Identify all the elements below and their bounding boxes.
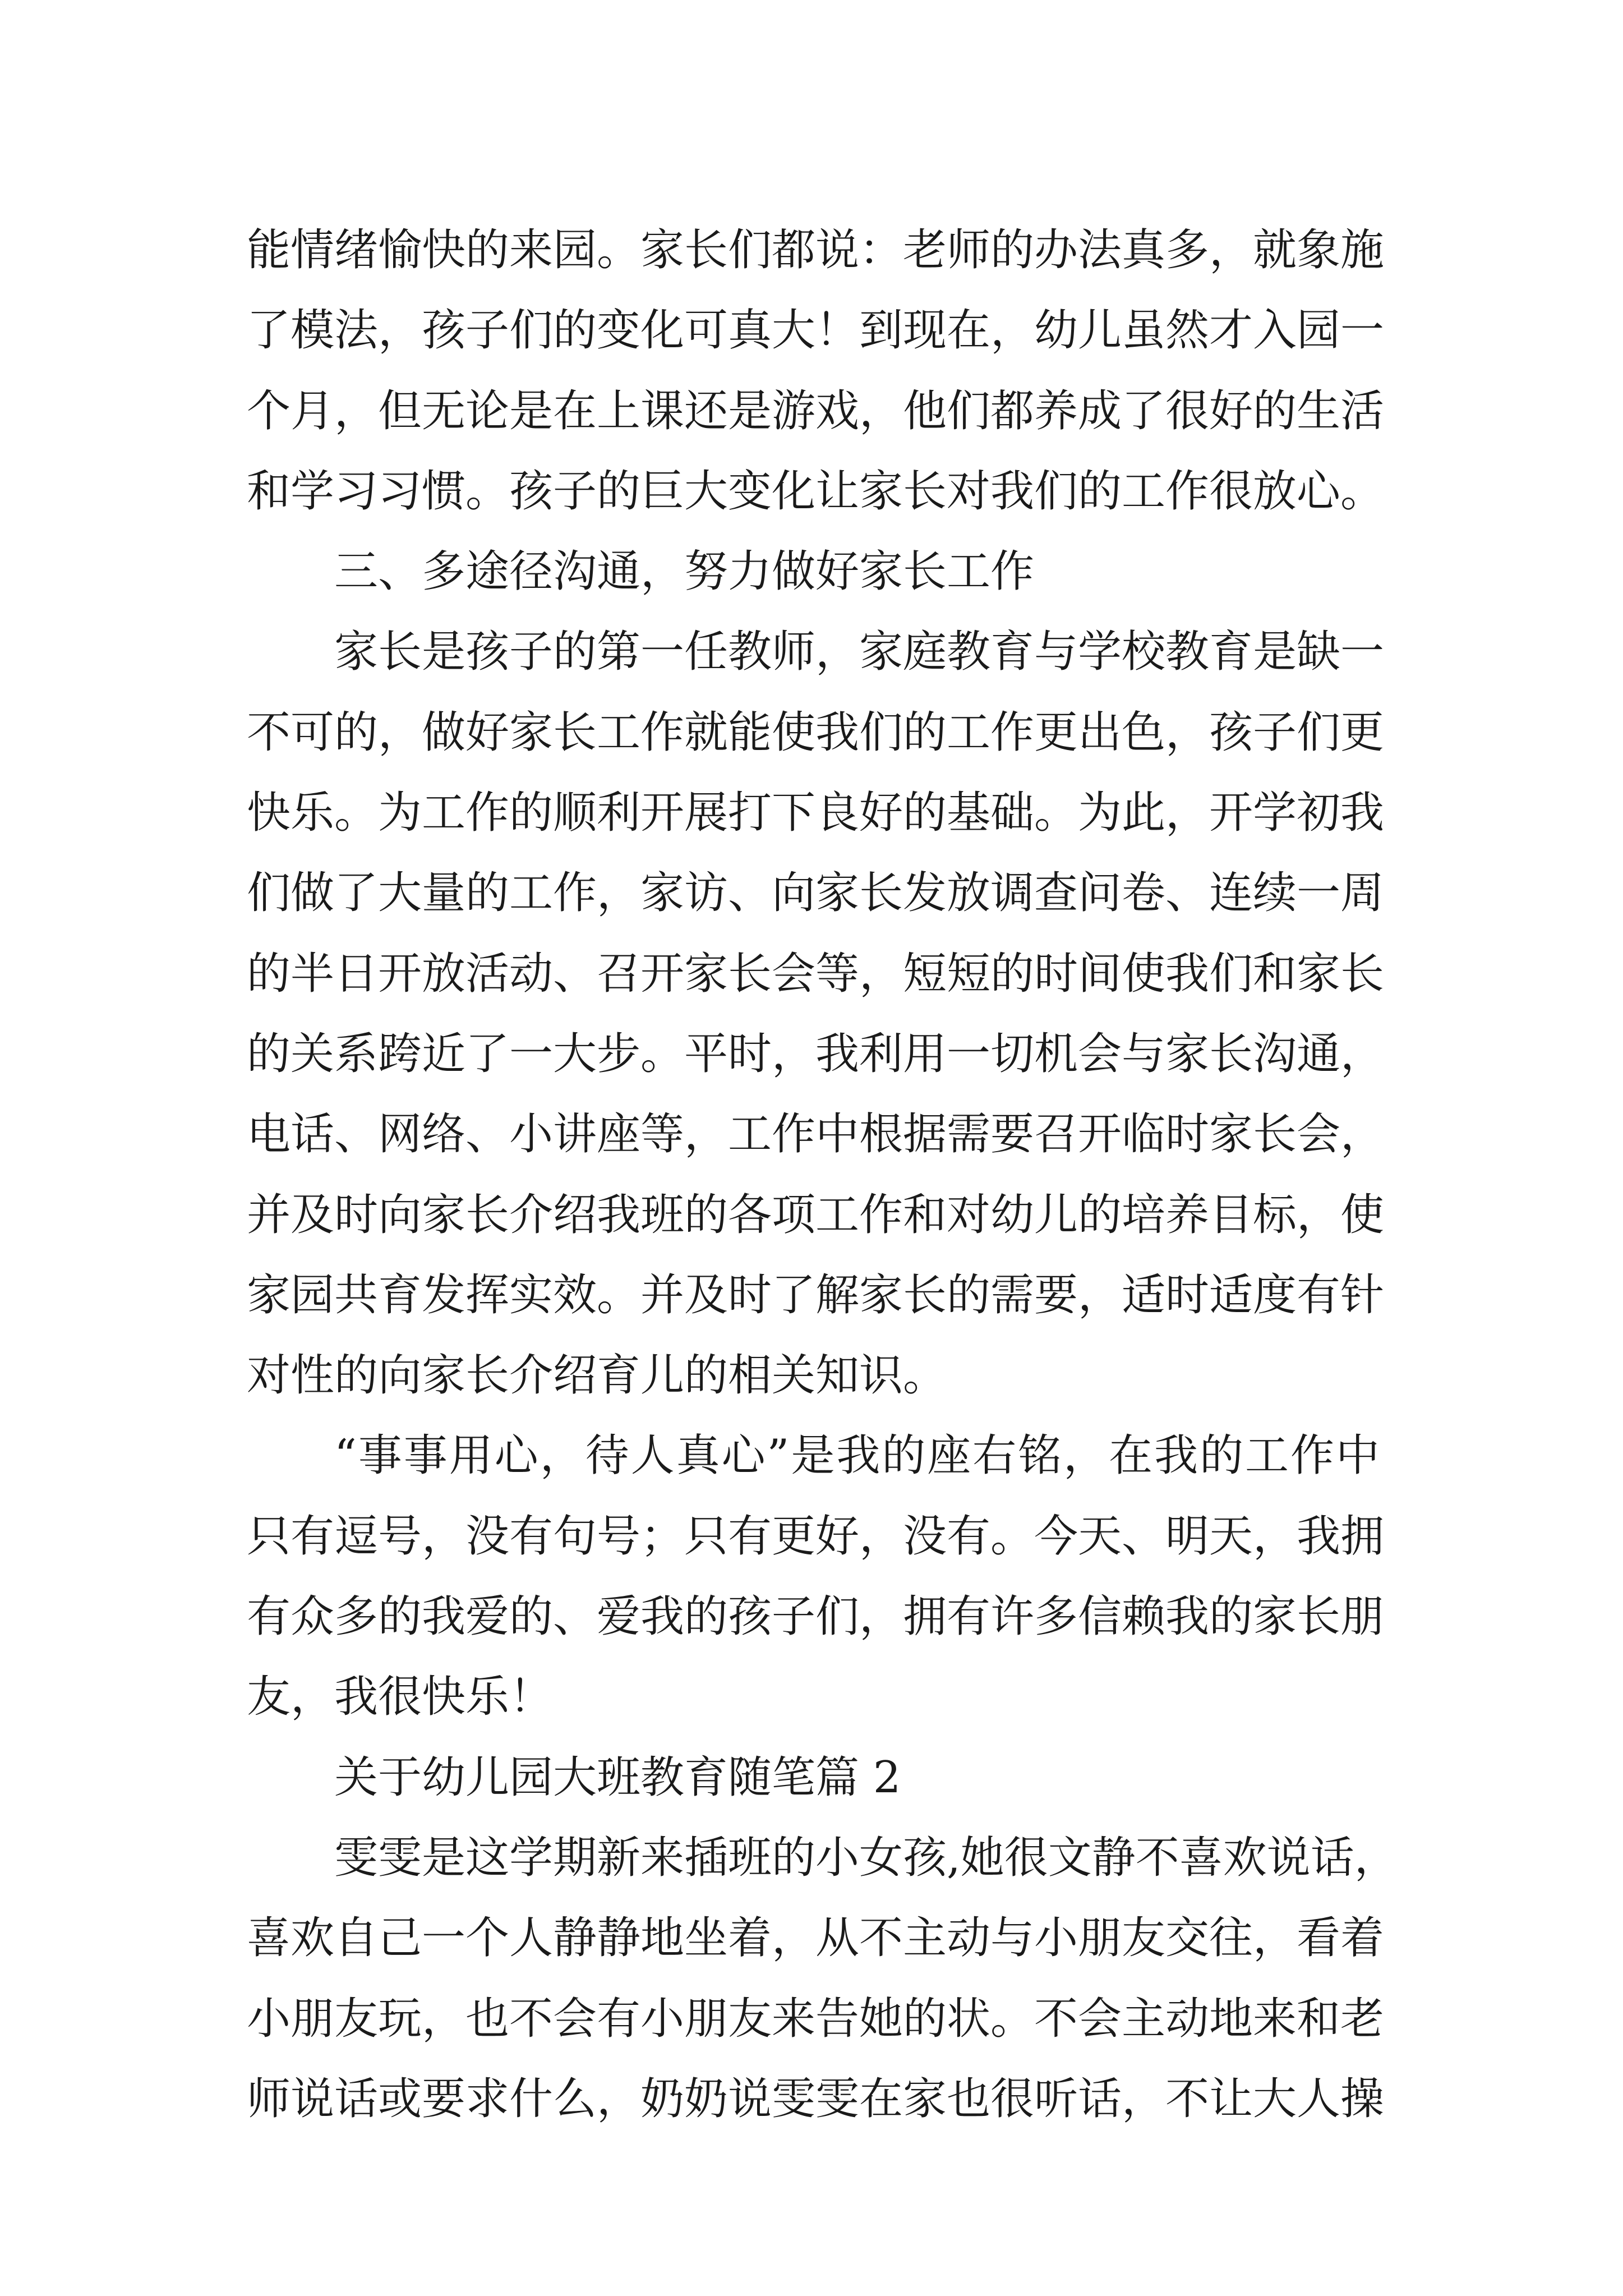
paragraph-line: “事事用心，待人真心”是我的座右铭，在我的工作中	[334, 1430, 1380, 1481]
paragraph-line: 师说话或要求什么，奶奶说雯雯在家也很听话，不让大人操	[247, 2073, 1385, 2124]
document-body	[247, 210, 1398, 2139]
paragraph-line: 并及时向家长介绍我班的各项工作和对幼儿的培养目标，使	[247, 1189, 1385, 1240]
article-title: 关于幼儿园大班教育随笔篇 2	[334, 1752, 901, 1803]
paragraph-line: 只有逗号，没有句号；只有更好，没有。今天、明天，我拥	[247, 1511, 1385, 1562]
paragraph-line: 电话、网络、小讲座等，工作中根据需要召开临时家长会，	[247, 1109, 1385, 1160]
paragraph-line: 和学习习惯。孩子的巨大变化让家长对我们的工作很放心。	[247, 466, 1385, 517]
paragraph-line: 不可的，做好家长工作就能使我们的工作更出色，孩子们更	[247, 707, 1385, 758]
paragraph-line: 能情绪愉快的来园。家长们都说：老师的办法真多，就象施	[247, 225, 1385, 275]
paragraph-line: 友，我很快乐！	[247, 1672, 554, 1723]
paragraph-line: 个月，但无论是在上课还是游戏，他们都养成了很好的生活	[247, 385, 1385, 436]
paragraph-line: 家园共育发挥实效。并及时了解家长的需要，适时适度有针	[247, 1269, 1385, 1320]
paragraph-line: 喜欢自己一个人静静地坐着，从不主动与小朋友交往，看着	[247, 1913, 1385, 1964]
paragraph-line: 家长是孩子的第一任教师，家庭教育与学校教育是缺一	[334, 627, 1385, 678]
paragraph-line: 快乐。为工作的顺利开展打下良好的基础。为此，开学初我	[247, 788, 1385, 839]
paragraph-line: 们做了大量的工作，家访、向家长发放调查问卷、连续一周	[247, 868, 1385, 919]
paragraph-line: 的半日开放活动、召开家长会等，短短的时间使我们和家长	[247, 948, 1385, 999]
paragraph-line: 有众多的我爱的、爱我的孩子们，拥有许多信赖我的家长朋	[247, 1591, 1385, 1642]
paragraph-line: 了模法，孩子们的变化可真大！到现在，幼儿虽然才入园一	[247, 305, 1385, 356]
paragraph-line: 小朋友玩，也不会有小朋友来告她的状。不会主动地来和老	[247, 1993, 1385, 2044]
paragraph-line: 雯雯是这学期新来插班的小女孩,她很文静不喜欢说话，	[334, 1832, 1398, 1883]
paragraph-line: 对性的向家长介绍育儿的相关知识。	[247, 1350, 947, 1401]
paragraph-line: 的关系跨近了一大步。平时，我利用一切机会与家长沟通，	[247, 1028, 1385, 1079]
section-heading: 三、多途径沟通，努力做好家长工作	[334, 546, 1035, 597]
